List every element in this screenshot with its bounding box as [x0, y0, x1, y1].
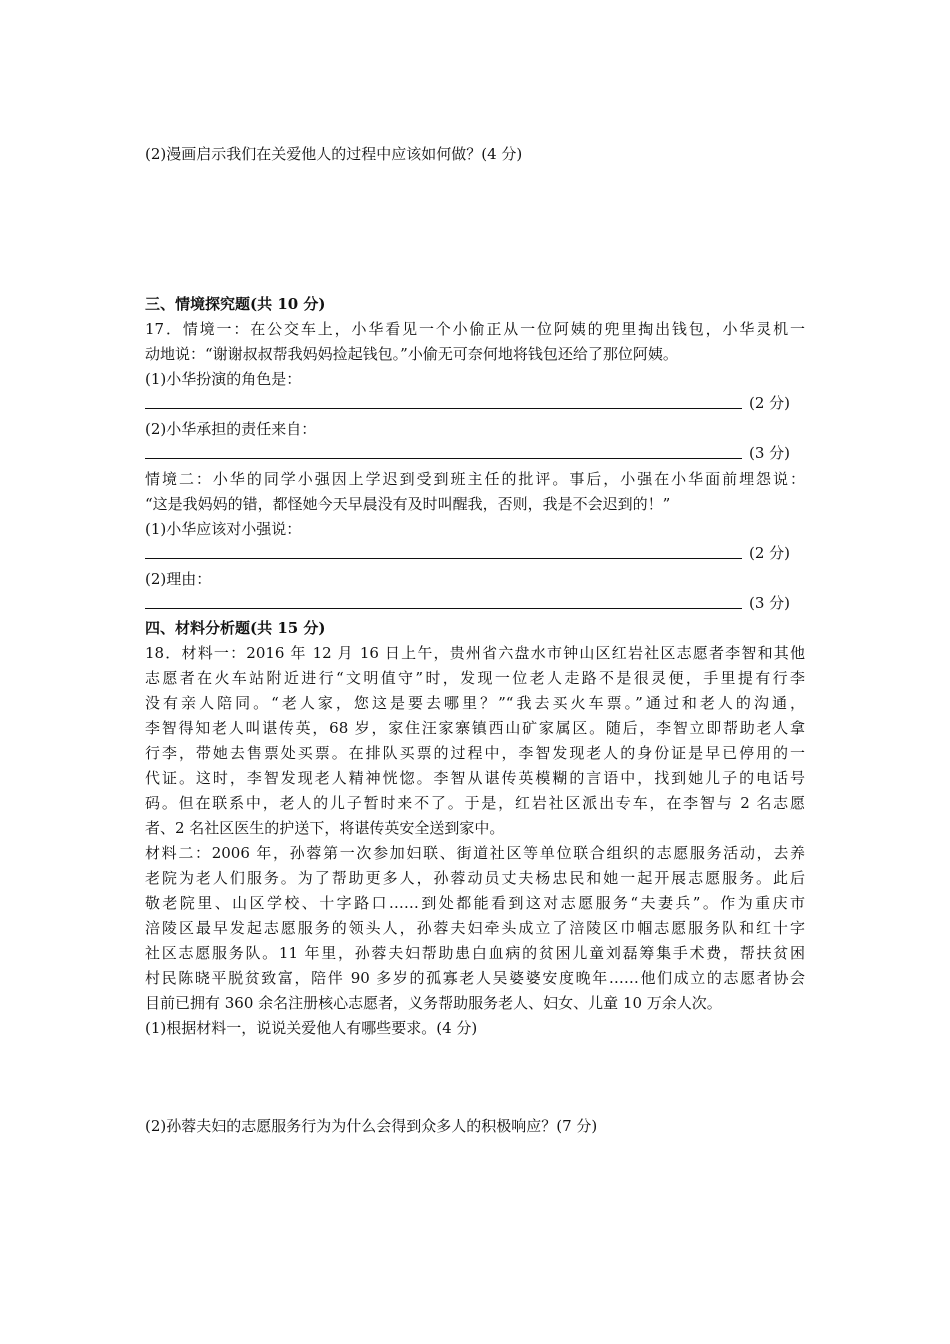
- section4-heading: 四、材料分析题(共 15 分): [145, 619, 326, 637]
- scenario1-q2: (2)小华承担的责任来自：: [145, 420, 317, 438]
- score-label: (3 分): [748, 444, 790, 462]
- answer-blank[interactable]: [145, 591, 790, 613]
- q18-part1-question: (1)根据材料一，说说关爱他人有哪些要求。(4 分): [145, 1019, 478, 1037]
- q16-part2-question: (2)漫画启示我们在关爱他人的过程中应该如何做？(4 分): [145, 145, 523, 163]
- answer-blank[interactable]: [145, 441, 790, 463]
- q17-scenario1-line: 动地说：“谢谢叔叔帮我妈妈捡起钱包。”小偷无可奈何地将钱包还给了那位阿姨。: [145, 345, 678, 363]
- scenario2-q2: (2)理由：: [145, 570, 212, 588]
- q17-scenario1-line: 17．情境一：在公交车上，小华看见一个小偷正从一位阿姨的兜里掏出钱包，小华灵机一: [145, 320, 805, 338]
- material2-line: 村民陈晓平脱贫致富，陪伴 90 多岁的孤寡老人吴婆婆安度晚年……他们成立的志愿者协会: [145, 969, 805, 987]
- material1-line: 没有亲人陪同。“老人家，您这是要去哪里？”“我去买火车票。”通过和老人的沟通，: [145, 694, 805, 712]
- material1-line: 码。但在联系中，老人的儿子暂时来不了。于是，红岩社区派出专车，在李智与 2 名志愿: [145, 794, 805, 812]
- material2-line: 老院为老人们服务。为了帮助更多人，孙蓉动员丈夫杨忠民和她一起开展志愿服务。此后: [145, 869, 805, 887]
- material1-line: 行李，带她去售票处买票。在排队买票的过程中，李智发现老人的身份证是早已停用的一: [145, 744, 805, 762]
- score-label: (2 分): [748, 544, 790, 562]
- material2-line: 涪陵区最早发起志愿服务的领头人，孙蓉夫妇牵头成立了涪陵区巾帼志愿服务队和红十字: [145, 919, 805, 937]
- material2-line: 材料二：2006 年，孙蓉第一次参加妇联、街道社区等单位联合组织的志愿服务活动，去养: [145, 844, 805, 862]
- material2-line: 敬老院里、山区学校、十字路口……到处都能看到这对志愿服务“夫妻兵”。作为重庆市: [145, 894, 805, 912]
- answer-blank[interactable]: [145, 391, 790, 413]
- score-label: (2 分): [748, 394, 790, 412]
- score-label: (3 分): [748, 594, 790, 612]
- material1-line: 者、2 名社区医生的护送下，将谌传英安全送到家中。: [145, 819, 505, 837]
- material2-line: 目前已拥有 360 余名注册核心志愿者，义务帮助服务老人、妇女、儿童 10 万余人次。: [145, 994, 722, 1012]
- answer-underline: [145, 408, 742, 409]
- scenario2-line: “这是我妈妈的错，都怪她今天早晨没有及时叫醒我，否则，我是不会迟到的！”: [145, 495, 671, 513]
- answer-underline: [145, 458, 742, 459]
- material1-line: 志愿者在火车站附近进行“文明值守”时，发现一位老人走路不是很灵便，手里提有行李: [145, 669, 805, 687]
- scenario2-line: 情境二：小华的同学小强因上学迟到受到班主任的批评。事后，小强在小华面前埋怨说：: [145, 470, 805, 488]
- material1-line: 18．材料一：2016 年 12 月 16 日上午，贵州省六盘水市钟山区红岩社区志愿者李智和其他: [145, 644, 805, 662]
- answer-blank[interactable]: [145, 541, 790, 563]
- material2-line: 社区志愿服务队。11 年里，孙蓉夫妇帮助患白血病的贫困儿童刘磊筹集手术费，帮扶贫困: [145, 944, 805, 962]
- answer-underline: [145, 608, 742, 609]
- material1-line: 代证。这时，李智发现老人精神恍惚。李智从谌传英模糊的言语中，找到她儿子的电话号: [145, 769, 805, 787]
- material1-line: 李智得知老人叫谌传英，68 岁，家住汪家寨镇西山矿家属区。随后，李智立即帮助老人拿: [145, 719, 805, 737]
- scenario2-q1: (1)小华应该对小强说：: [145, 520, 302, 538]
- q18-part2-question: (2)孙蓉夫妇的志愿服务行为为什么会得到众多人的积极响应？(7 分): [145, 1117, 598, 1135]
- scenario1-q1: (1)小华扮演的角色是：: [145, 370, 302, 388]
- section3-heading: 三、情境探究题(共 10 分): [145, 295, 326, 313]
- answer-underline: [145, 558, 742, 559]
